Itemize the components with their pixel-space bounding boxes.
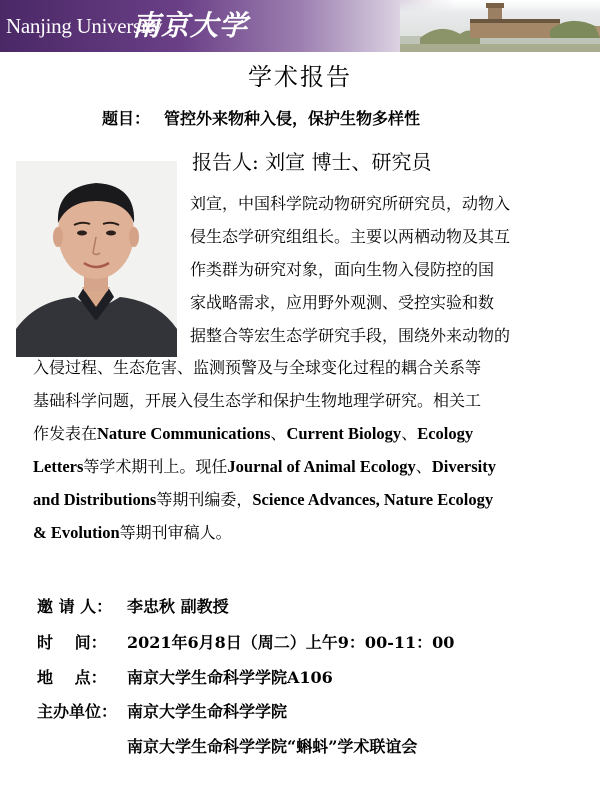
bio-text: 、 (401, 424, 418, 443)
organizer-row (37, 699, 287, 722)
header-banner (0, 0, 600, 52)
journal-name: & Evolution (33, 523, 120, 542)
host-label: 邀 请 人： (37, 597, 113, 616)
speaker-label: 报告人: (192, 150, 259, 174)
bio-text: 作发表在 (33, 424, 98, 443)
bio-text: 、 (270, 424, 287, 443)
speaker-photo (16, 161, 177, 357)
bio-text: 等期刊审稿人。 (119, 523, 232, 542)
journal-name: Diversity (431, 457, 496, 476)
bio-line (33, 487, 493, 510)
journal-name: Ecology (417, 424, 474, 443)
journal-name: Nature Communications (97, 424, 271, 443)
bio-line: 基础科学问题，开展入侵生态学和保护生物地理学研究。相关工 (33, 391, 482, 410)
bio-line (33, 421, 473, 444)
bio-line: 作类群为研究对象，面向生物入侵防控的国 (190, 260, 495, 279)
topic-text: 管控外来物种入侵，保护生物多样性 (164, 109, 421, 128)
speaker-name-titles: 刘宣 博士、研究员 (265, 150, 432, 174)
place-row (37, 665, 333, 688)
bio-text: 等期刊编委， (156, 490, 253, 509)
time-row (37, 630, 454, 653)
journal-name: Journal of Animal Ecology (227, 457, 416, 476)
bio-line (33, 454, 496, 477)
bio-line: 入侵过程、生态危害、监测预警及与全球变化过程的耦合关系等 (33, 358, 482, 377)
topic-label: 题目： (102, 109, 151, 128)
time-label: 时 间： (37, 633, 107, 652)
journal-name: Science Advances, Nature Ecology (252, 490, 494, 509)
university-seal-logo: 南京大学 (132, 9, 249, 42)
speaker-line (192, 146, 431, 175)
place-label: 地 点： (37, 668, 107, 687)
campus-building-image (400, 0, 600, 52)
bio-line: 据整合等宏生态学研究手段，围绕外来动物的 (190, 326, 511, 345)
host-value: 李忠秋 副教授 (127, 597, 229, 616)
talk-topic (102, 106, 420, 129)
bio-line: 刘宣，中国科学院动物研究所研究员，动物入 (190, 194, 511, 213)
page-title: 学术报告 (248, 63, 352, 91)
bio-line: 家战略需求，应用野外观测、受控实验和数 (190, 293, 495, 312)
organizer-label: 主办单位： (37, 702, 118, 721)
place-value: 南京大学生命科学学院A106 (127, 668, 333, 687)
organizer-row-2 (127, 734, 417, 757)
time-value: 2021年6月8日（周二）上午9：00-11：00 (127, 633, 455, 652)
journal-name: and Distributions (33, 490, 157, 509)
organizer-value: 南京大学生命科学学院 (127, 702, 288, 721)
organizer-value: 南京大学生命科学学院“蝌蚪”学术联谊会 (127, 737, 418, 756)
bio-line (33, 520, 232, 543)
journal-name: Letters (33, 457, 84, 476)
bio-text: 、 (415, 457, 432, 476)
university-name: Nanjing University (6, 14, 163, 38)
journal-name: Current Biology (286, 424, 402, 443)
host-row (37, 594, 229, 617)
bio-line: 侵生态学研究组组长。主要以两栖动物及其互 (190, 227, 511, 246)
bio-text: 等学术期刊上。现任 (83, 457, 228, 476)
